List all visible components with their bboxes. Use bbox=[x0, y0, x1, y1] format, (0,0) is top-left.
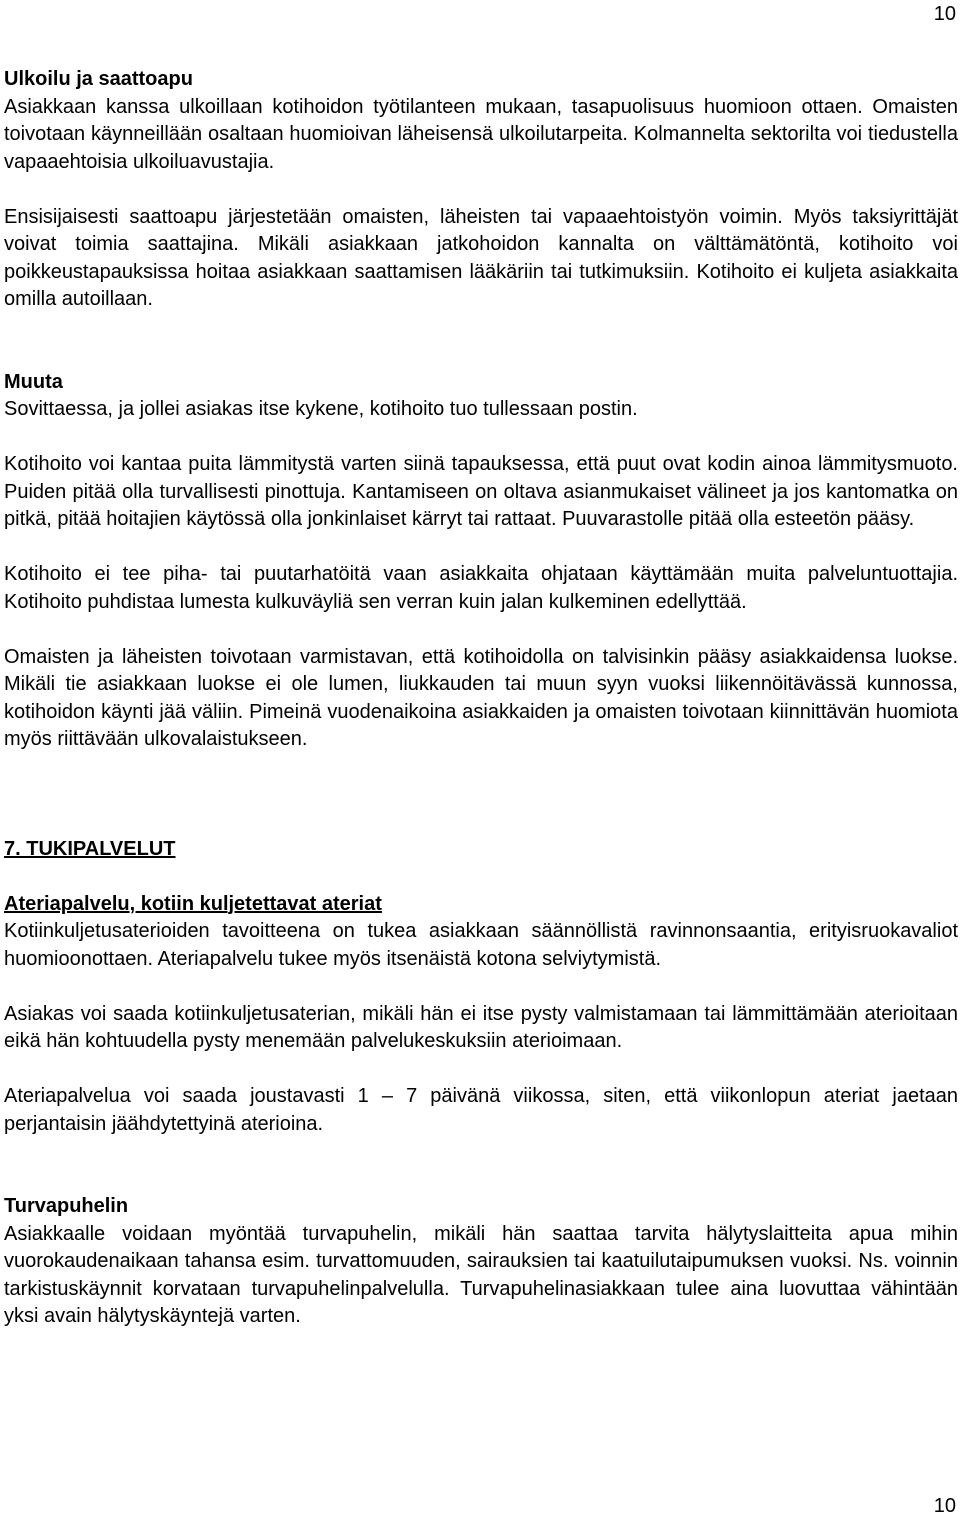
paragraph: Ateriapalvelua voi saada joustavasti 1 – 7 päivänä viikossa, siten, että viikonlopun ateriat jaetaan perjantaisin jäähdytettyinä aterioina. bbox=[4, 1085, 958, 1135]
paragraph: Kotiinkuljetusaterioiden tavoitteena on tukea asiakkaan säännöllistä ravinnonsaantia, erityisruokavaliot huomioonottaen. Ateriapalvelu tukee myös itsenäistä kotona selviytymistä. bbox=[4, 920, 958, 970]
chapter-heading: 7. TUKIPALVELUT bbox=[4, 837, 176, 860]
paragraph: Ensisijaisesti saattoapu järjestetään omaisten, läheisten tai vapaaehtoistyön voimin. Myös taksiyrittäjät voivat toimia saattajina. Mikäli asiakkaan jatkohoidon kannalta on välttämätöntä, kotihoito voi poikkeustapauksissa hoitaa asiakkaan saattamisen lääkäriin tai tutkimuksiin. Kotihoito ei kuljeta asiakkaita omilla autoillaan. bbox=[4, 205, 958, 310]
document-body bbox=[4, 66, 958, 1331]
paragraph: Omaisten ja läheisten toivotaan varmistavan, että kotihoidolla on talvisinkin pääsy asiakkaidensa luokse. Mikäli tie asiakkaan luokse ei ole lumen, liukkauden tai muun syyn vuoksi liikennöitävässä kunnossa, kotihoidon käynti jää väliin. Pimeinä vuodenaikoina asiakkaiden ja omaisten toivotaan kiinnittävän huomiota myös riittävään ulkovalaistukseen. bbox=[4, 645, 958, 750]
paragraph: Asiakkaan kanssa ulkoillaan kotihoidon työtilanteen mukaan, tasapuolisuus huomioon ottaen. Omaisten toivotaan käynneillään osaltaan huomioivan läheisensä ulkoilutarpeita. Kolmannelta sektorilta voi tiedustella vapaaehtoisia ulkoiluavustajia. bbox=[4, 95, 958, 173]
paragraph: Asiakkaalle voidaan myöntää turvapuhelin, mikäli hän saattaa tarvita hälytyslaitteita apua mihin vuorokaudenaikaan tahansa esim. turvattomuuden, sairauksien tai kaatuilutaipumuksen vuoksi. Ns. voinnin tarkistuskäynnit korvataan turvapuhelinpalvelulla. Turvapuhelinasiakkaan tulee aina luovuttaa vähintään yksi avain hälytyskäyntejä varten. bbox=[4, 1222, 958, 1327]
section-ulkoilu bbox=[4, 66, 958, 314]
section-heading-ulkoilu: Ulkoilu ja saattoapu bbox=[4, 68, 193, 90]
section-heading-muuta: Muuta bbox=[4, 370, 63, 393]
page-number-top: 10 bbox=[933, 3, 956, 25]
page-number-bottom: 10 bbox=[933, 1495, 956, 1517]
paragraph: Kotihoito voi kantaa puita lämmitystä varten siinä tapauksessa, että puut ovat kodin ainoa lämmitysmuoto. Puiden pitää olla turvallisesti pinottuja. Kantamiseen on oltava asianmukaiset välineet ja jos kantomatka on pitkä, pitää hoitajien käytössä olla jonkinlaiset kärryt tai rattaat. Puuvarastolle pitää olla esteetön pääsy. bbox=[4, 453, 958, 530]
paragraph: Asiakas voi saada kotiinkuljetusaterian, mikäli hän ei itse pysty valmistamaan tai lämmittämään aterioitaan eikä hän kohtuudella pysty menemään palvelukeskuksiin aterioimaan. bbox=[4, 1002, 958, 1052]
section-ateriapalvelu bbox=[4, 891, 958, 1139]
section-muuta bbox=[4, 369, 958, 754]
section-turvapuhelin bbox=[4, 1193, 958, 1331]
section-heading-ateriapalvelu: Ateriapalvelu, kotiin kuljetettavat ateriat bbox=[4, 892, 382, 915]
section-heading-turvapuhelin: Turvapuhelin bbox=[4, 1195, 129, 1217]
section-tukipalvelut bbox=[4, 836, 958, 864]
paragraph: Kotihoito ei tee piha- tai puutarhatöitä vaan asiakkaita ohjataan käyttämään muita palveluntuottajia. Kotihoito puhdistaa lumesta kulkuväyliä sen verran kuin jalan kulkeminen edellyttää. bbox=[4, 563, 958, 613]
paragraph: Sovittaessa, ja jollei asiakas itse kykene, kotihoito tuo tullessaan postin. bbox=[4, 398, 638, 420]
